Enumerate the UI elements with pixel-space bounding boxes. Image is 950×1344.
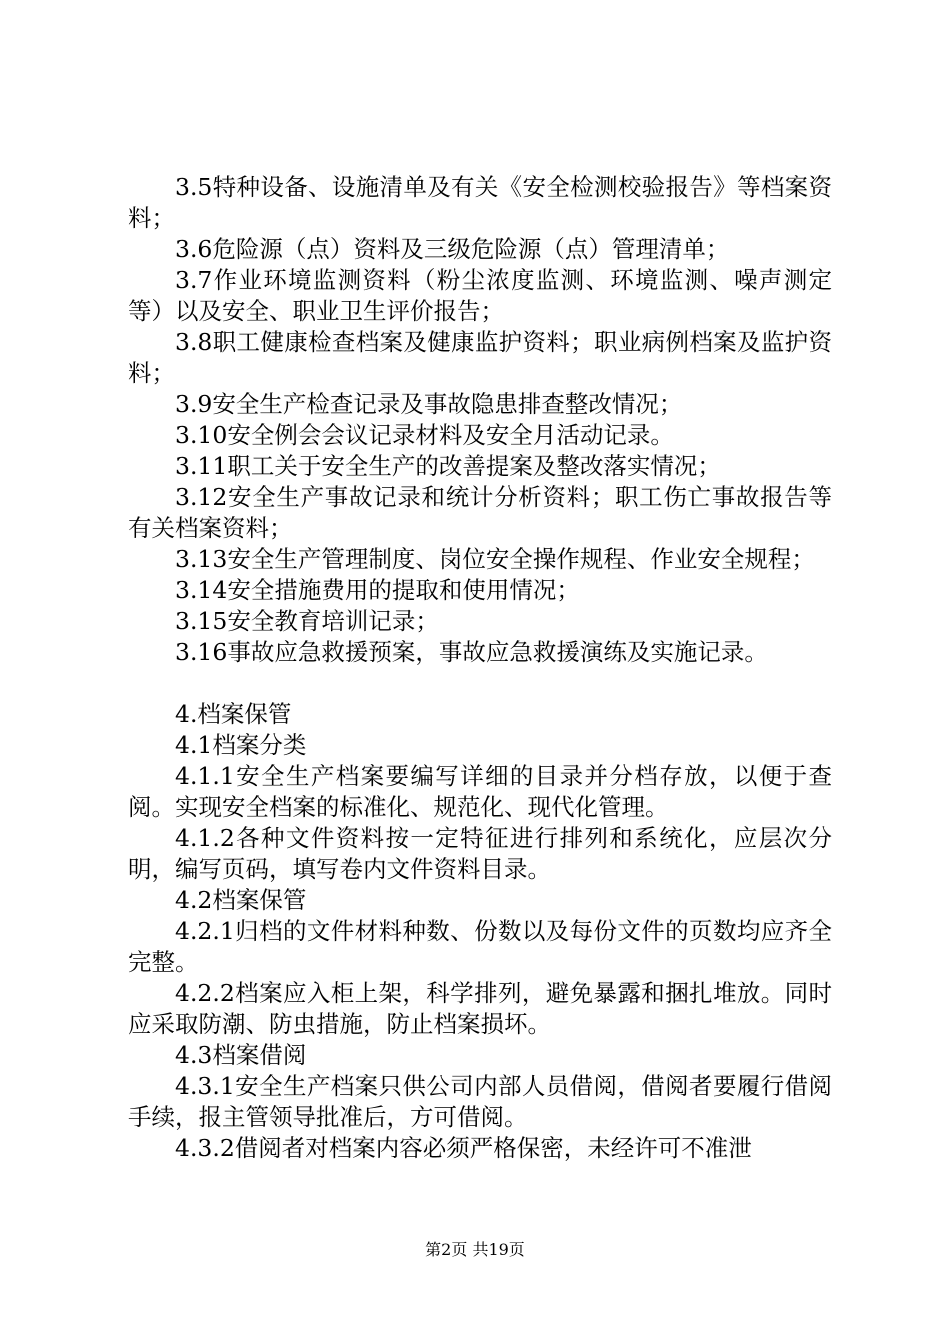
clause-4-1-2: 4.1.2各种文件资料按一定特征进行排列和系统化，应层次分明，编写页码，填写卷内文件资料目录。 bbox=[128, 824, 832, 883]
document-body bbox=[128, 172, 832, 1164]
list-item-3-7: 3.7作业环境监测资料（粉尘浓度监测、环境监测、噪声测定等）以及安全、职业卫生评价报告； bbox=[128, 266, 832, 325]
clause-4-1-1: 4.1.1安全生产档案要编写详细的目录并分档存放，以便于查阅。实现安全档案的标准化、规范化、现代化管理。 bbox=[128, 762, 832, 821]
list-item-3-15: 3.15安全教育培训记录； bbox=[175, 607, 439, 635]
clause-4-2-1: 4.2.1归档的文件材料种数、份数以及每份文件的页数均应齐全完整。 bbox=[128, 917, 832, 976]
clause-4-2-2: 4.2.2档案应入柜上架，科学排列，避免暴露和捆扎堆放。同时应采取防潮、防虫措施，防止档案损坏。 bbox=[128, 979, 832, 1038]
list-item-3-8: 3.8职工健康检查档案及健康监护资料；职业病例档案及监护资料； bbox=[128, 328, 832, 387]
page-footer bbox=[0, 1240, 950, 1260]
list-item-3-13: 3.13安全生产管理制度、岗位安全操作规程、作业安全规程； bbox=[175, 545, 815, 573]
page-number: 第2页 共19页 bbox=[425, 1240, 525, 1259]
list-item-3-6: 3.6危险源（点）资料及三级危险源（点）管理清单； bbox=[175, 235, 730, 263]
clause-4-3-2: 4.3.2借阅者对档案内容必须严格保密，未经许可不准泄 bbox=[175, 1134, 752, 1162]
section-4-2-heading: 4.2档案保管 bbox=[175, 886, 307, 914]
list-item-3-5: 3.5特种设备、设施清单及有关《安全检测校验报告》等档案资料； bbox=[128, 173, 832, 232]
section-spacer bbox=[128, 668, 832, 699]
section-4-1-heading: 4.1档案分类 bbox=[175, 731, 307, 759]
list-item-3-9: 3.9安全生产检查记录及事故隐患排查整改情况； bbox=[175, 390, 683, 418]
list-item-3-12: 3.12安全生产事故记录和统计分析资料；职工伤亡事故报告等有关档案资料； bbox=[128, 483, 832, 542]
list-item-3-11: 3.11职工关于安全生产的改善提案及整改落实情况； bbox=[175, 452, 721, 480]
section-4-heading: 4.档案保管 bbox=[175, 700, 292, 728]
list-item-3-14: 3.14安全措施费用的提取和使用情况； bbox=[175, 576, 580, 604]
section-4-3-heading: 4.3档案借阅 bbox=[175, 1041, 307, 1069]
list-item-3-16: 3.16事故应急救援预案，事故应急救援演练及实施记录。 bbox=[175, 638, 768, 666]
clause-4-3-1: 4.3.1安全生产档案只供公司内部人员借阅，借阅者要履行借阅手续，报主管领导批准后，方可借阅。 bbox=[128, 1072, 832, 1131]
list-item-3-10: 3.10安全例会会议记录材料及安全月活动记录。 bbox=[175, 421, 674, 449]
